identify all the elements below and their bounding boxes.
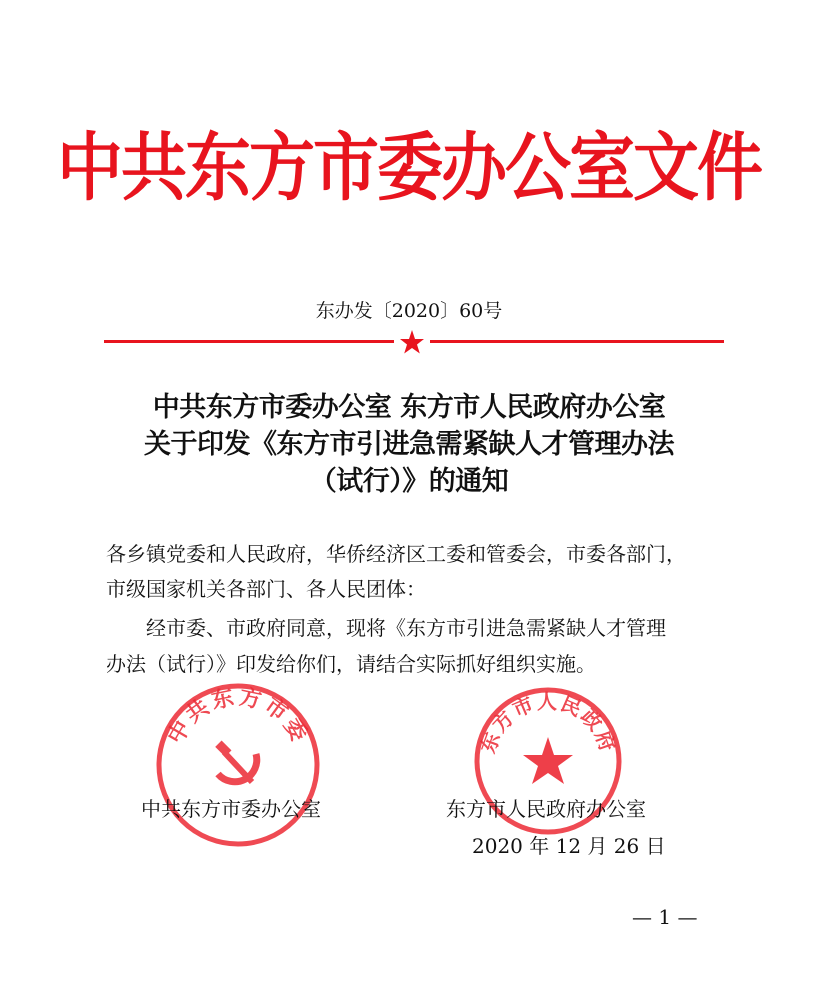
document-masthead: 中共东方市委办公室文件 bbox=[57, 124, 761, 212]
body-paragraph-line-2: 办法（试行）》印发给你们，请结合实际抓好组织实施。 bbox=[106, 652, 596, 676]
party-office-seal bbox=[153, 680, 323, 850]
recipients-line-2: 市级国家机关各部门、各人民团体： bbox=[106, 577, 426, 601]
party-office-signature: 中共东方市委办公室 bbox=[141, 797, 321, 821]
red-star-icon bbox=[399, 329, 425, 355]
government-office-signature: 东方市人民政府办公室 bbox=[446, 797, 646, 821]
red-rule-right bbox=[430, 340, 724, 343]
document-title-line-3: （试行）》的通知 bbox=[309, 466, 509, 497]
body-paragraph-line-1: 经市委、市政府同意，现将《东方市引进急需紧缺人才管理 bbox=[146, 616, 666, 640]
document-title-line-1: 中共东方市委办公室 东方市人民政府办公室 bbox=[152, 392, 666, 423]
issue-date: 2020 年 12 月 26 日 bbox=[472, 834, 666, 858]
red-rule-left bbox=[104, 340, 394, 343]
seal-two-text: 东方市人民政府 bbox=[475, 689, 621, 757]
page-number: — 1 — bbox=[632, 905, 698, 929]
seal-star-icon bbox=[523, 737, 573, 784]
svg-text:中共东方市委 bbox=[163, 684, 314, 749]
document-number: 东办发〔2020〕60号 bbox=[315, 300, 503, 322]
hammer-sickle-icon bbox=[215, 741, 257, 782]
document-title-line-2: 关于印发《东方市引进急需紧缺人才管理办法 bbox=[144, 429, 674, 460]
seal-one-text: 中共东方市委 bbox=[162, 683, 314, 749]
recipients-line-1: 各乡镇党委和人民政府，华侨经济区工委和管委会，市委各部门， bbox=[106, 542, 686, 566]
